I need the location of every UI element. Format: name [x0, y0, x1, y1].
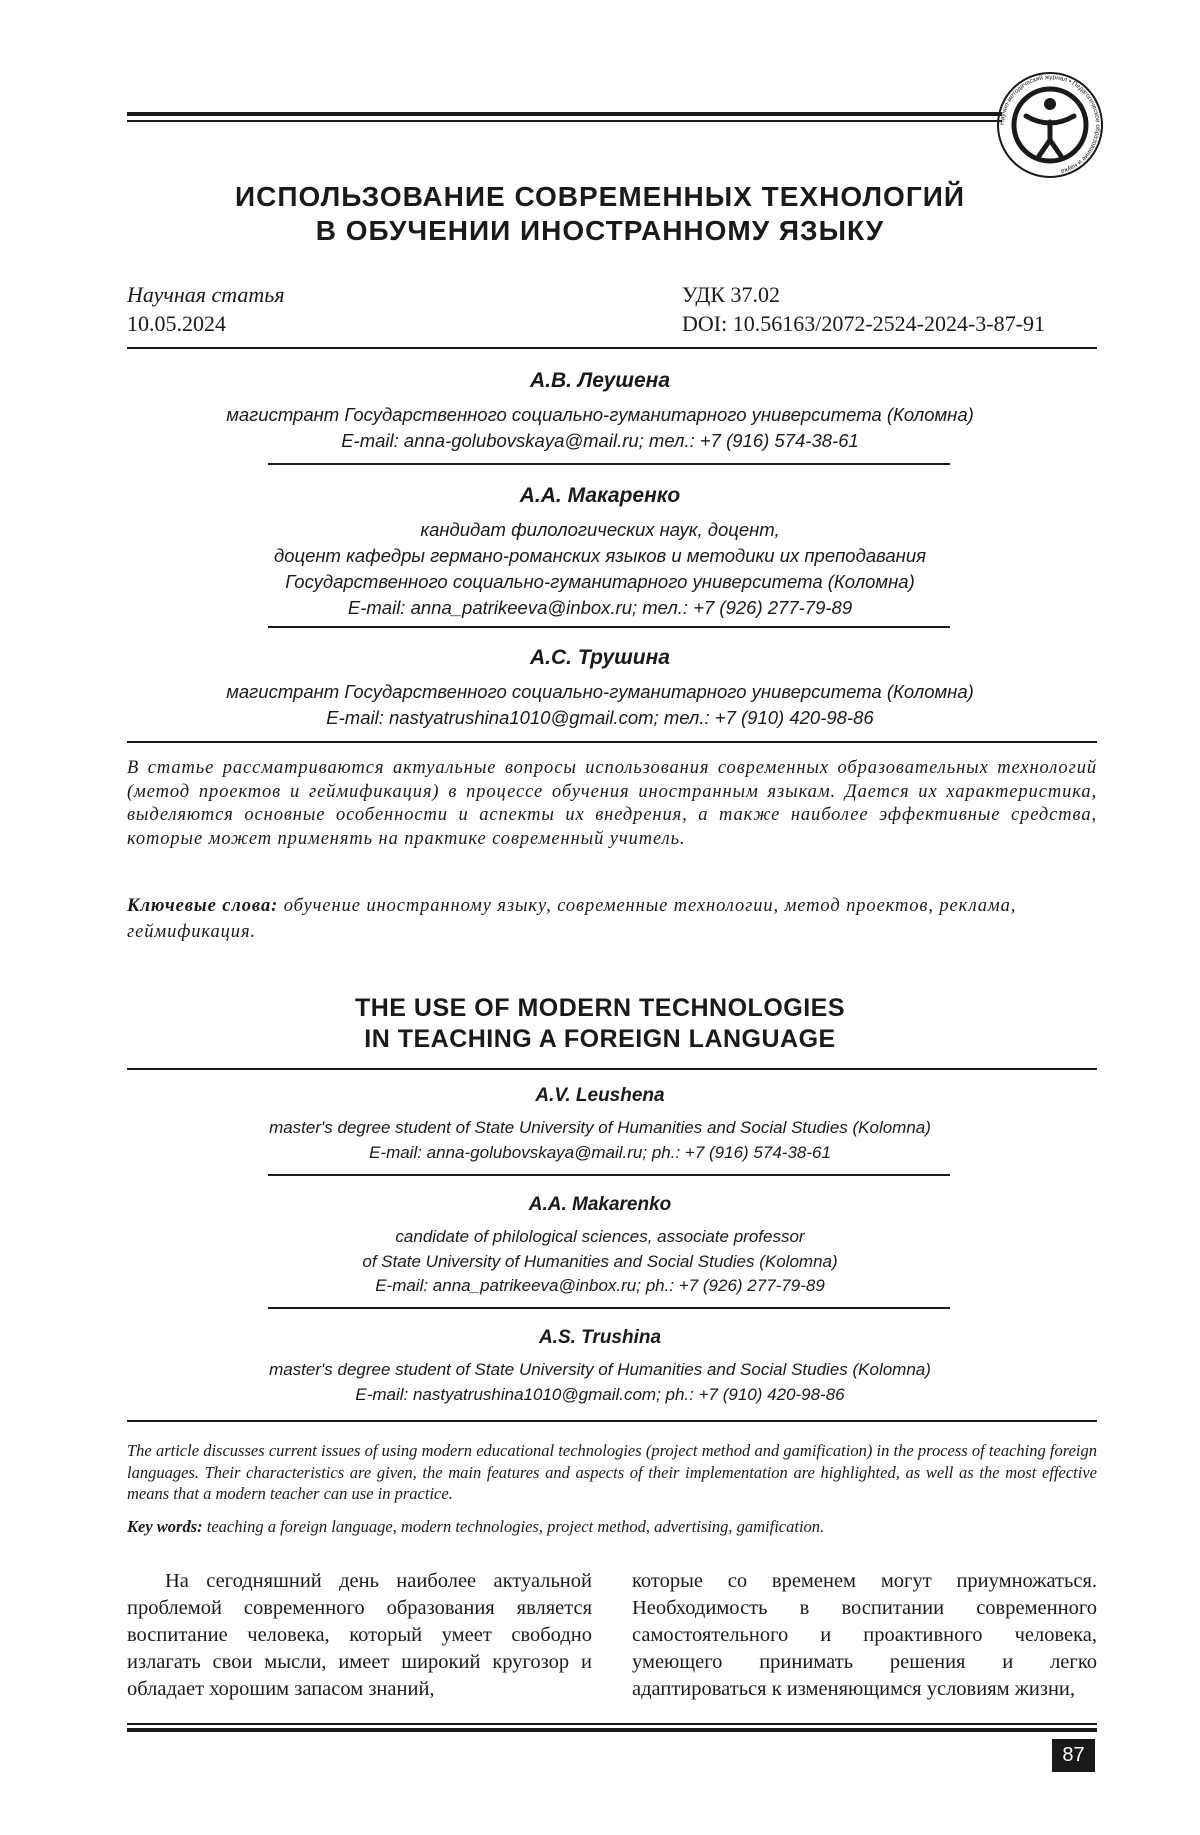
author-en-2-affiliation — [130, 1225, 1070, 1299]
keywords-ru-label: Ключевые слова: — [127, 896, 279, 916]
title-ru-line1: ИСПОЛЬЗОВАНИЕ СОВРЕМЕННЫХ ТЕХНОЛОГИЙ — [235, 181, 965, 212]
article-title-ru — [180, 180, 1020, 248]
logo-ring-text: Научно-методический журнал • Педагогическое образование и наука — [998, 73, 1102, 175]
author-ru-2-line: кандидат филологических наук, доцент, — [420, 519, 780, 540]
abstract-ru: В статье рассматриваются актуальные вопросы использования современных образовательных технологий (метод проектов и геймификация) в процессе обучения иностранным языкам. Дается их характеристика, выделяются основные особенности и аспекты их внедрения, а также наиболее эффективные средства, которые может применять на практике современный учитель. — [127, 758, 1097, 849]
title-en-rule — [127, 1068, 1097, 1070]
article-title-en — [180, 993, 1020, 1055]
author-en-3-line: master's degree student of State University of Humanities and Social Studies (Kolomna) — [269, 1360, 931, 1379]
header-rule-thin — [127, 120, 1002, 122]
header-rule-thick — [127, 112, 1002, 116]
body-paragraph: На сегодняшний день наиболее актуальной проблемой современного образования является воспитание человека, который умеет свободно излагать свои мысли, имеет широкий кругозор и обладает хорошим запасом знаний, — [127, 1570, 592, 1700]
author-ru-3-affiliation — [130, 679, 1070, 731]
title-ru-line2: В ОБУЧЕНИИ ИНОСТРАННОМУ ЯЗЫКУ — [315, 215, 885, 246]
page-number: 87 — [1052, 1739, 1095, 1772]
udc-code: УДК 37.02 — [682, 282, 781, 307]
author-en-2-line: of State University of Humanities and Social Studies (Kolomna) — [362, 1251, 838, 1271]
footer-rule-thin — [127, 1723, 1097, 1725]
body-column-1 — [127, 1568, 592, 1703]
body-paragraph: которые со временем могут приумножаться. Необходимость в воспитании современного самостоятельного и проактивного человека, умеющего принимать решения и легко адаптироваться к изменяющимся условиям жизни, — [632, 1570, 1097, 1700]
keywords-en — [127, 1516, 1097, 1538]
title-en-line2: IN TEACHING A FOREIGN LANGUAGE — [364, 1025, 836, 1053]
footer-rule-thick — [127, 1728, 1097, 1732]
authors-end-rule — [127, 741, 1097, 743]
author-ru-1-line: магистрант Государственного социально-гуманитарного университета (Коломна) — [226, 404, 974, 425]
author-en-1-name: A.V. Leushena — [535, 1085, 665, 1106]
author-ru-2-name: А.А. Макаренко — [519, 484, 681, 507]
author-en-3-contact: E-mail: nastyatrushina1010@gmail.com; ph.: +7 (910) 420-98-86 — [355, 1384, 845, 1404]
author-en-1-affiliation — [130, 1116, 1070, 1165]
author-ru-3-name: А.С. Трушина — [530, 646, 670, 669]
meta-rule — [127, 347, 1097, 349]
keywords-ru-text: обучение иностранному языку, современные технологии, метод проектов, реклама, геймификация. — [127, 896, 1017, 942]
author-separator — [268, 1307, 950, 1309]
author-ru-1-contact: E-mail: anna-golubovskaya@mail.ru; тел.: +7 (916) 574-38-61 — [341, 430, 859, 451]
author-ru-2-contact: E-mail: anna_patrikeeva@inbox.ru; тел.: +7 (926) 277-79-89 — [347, 597, 853, 618]
body-column-2 — [632, 1568, 1097, 1703]
doi-code: DOI: 10.56163/2072-2524-2024-3-87-91 — [682, 311, 1045, 336]
author-en-2-name: A.A. Makarenko — [528, 1194, 672, 1215]
title-en-line1: THE USE OF MODERN TECHNOLOGIES — [354, 994, 846, 1022]
author-en-3-name: A.S. Trushina — [538, 1327, 662, 1348]
author-ru-2-affiliation — [130, 517, 1070, 621]
author-separator — [268, 463, 950, 465]
authors-en-end-rule — [127, 1420, 1097, 1422]
author-ru-3-line: магистрант Государственного социально-гуманитарного университета (Коломна) — [226, 681, 974, 702]
abstract-en: The article discusses current issues of using modern educational technologies (project method and gamification) in the process of teaching foreign languages. Their characteristics are given, the main features and aspects of their implementation are highlighted, as well as the most effective means that a modern teacher can use in practice. — [127, 1441, 1097, 1503]
author-en-2-contact: E-mail: anna_patrikeeva@inbox.ru; ph.: +7 (926) 277-79-89 — [375, 1276, 825, 1295]
author-ru-1-affiliation — [130, 402, 1070, 454]
author-en-1-line: master's degree student of State University of Humanities and Social Studies (Kolomna) — [269, 1118, 931, 1137]
author-en-1-contact: E-mail: anna-golubovskaya@mail.ru; ph.: +7 (916) 574-38-61 — [369, 1142, 831, 1162]
keywords-ru — [127, 893, 1097, 945]
article-date: 10.05.2024 — [127, 311, 226, 336]
author-ru-2-line: доцент кафедры германо-романских языков и методики их преподавания — [273, 545, 927, 566]
keywords-en-label: Key words: — [127, 1517, 203, 1536]
author-en-2-line: candidate of philological sciences, associate professor — [395, 1227, 805, 1246]
journal-emblem-icon — [995, 70, 1105, 180]
author-separator — [268, 626, 950, 628]
author-ru-2-line: Государственного социально-гуманитарного университета (Коломна) — [285, 571, 915, 592]
author-ru-1-name: А.В. Леушена — [529, 369, 671, 392]
keywords-en-text: teaching a foreign language, modern technologies, project method, advertising, gamification. — [202, 1517, 825, 1536]
author-ru-3-contact: E-mail: nastyatrushina1010@gmail.com; тел.: +7 (910) 420-98-86 — [326, 707, 874, 728]
author-separator — [268, 1174, 950, 1176]
author-en-3-affiliation — [130, 1358, 1070, 1407]
article-type: Научная статья — [127, 282, 285, 307]
